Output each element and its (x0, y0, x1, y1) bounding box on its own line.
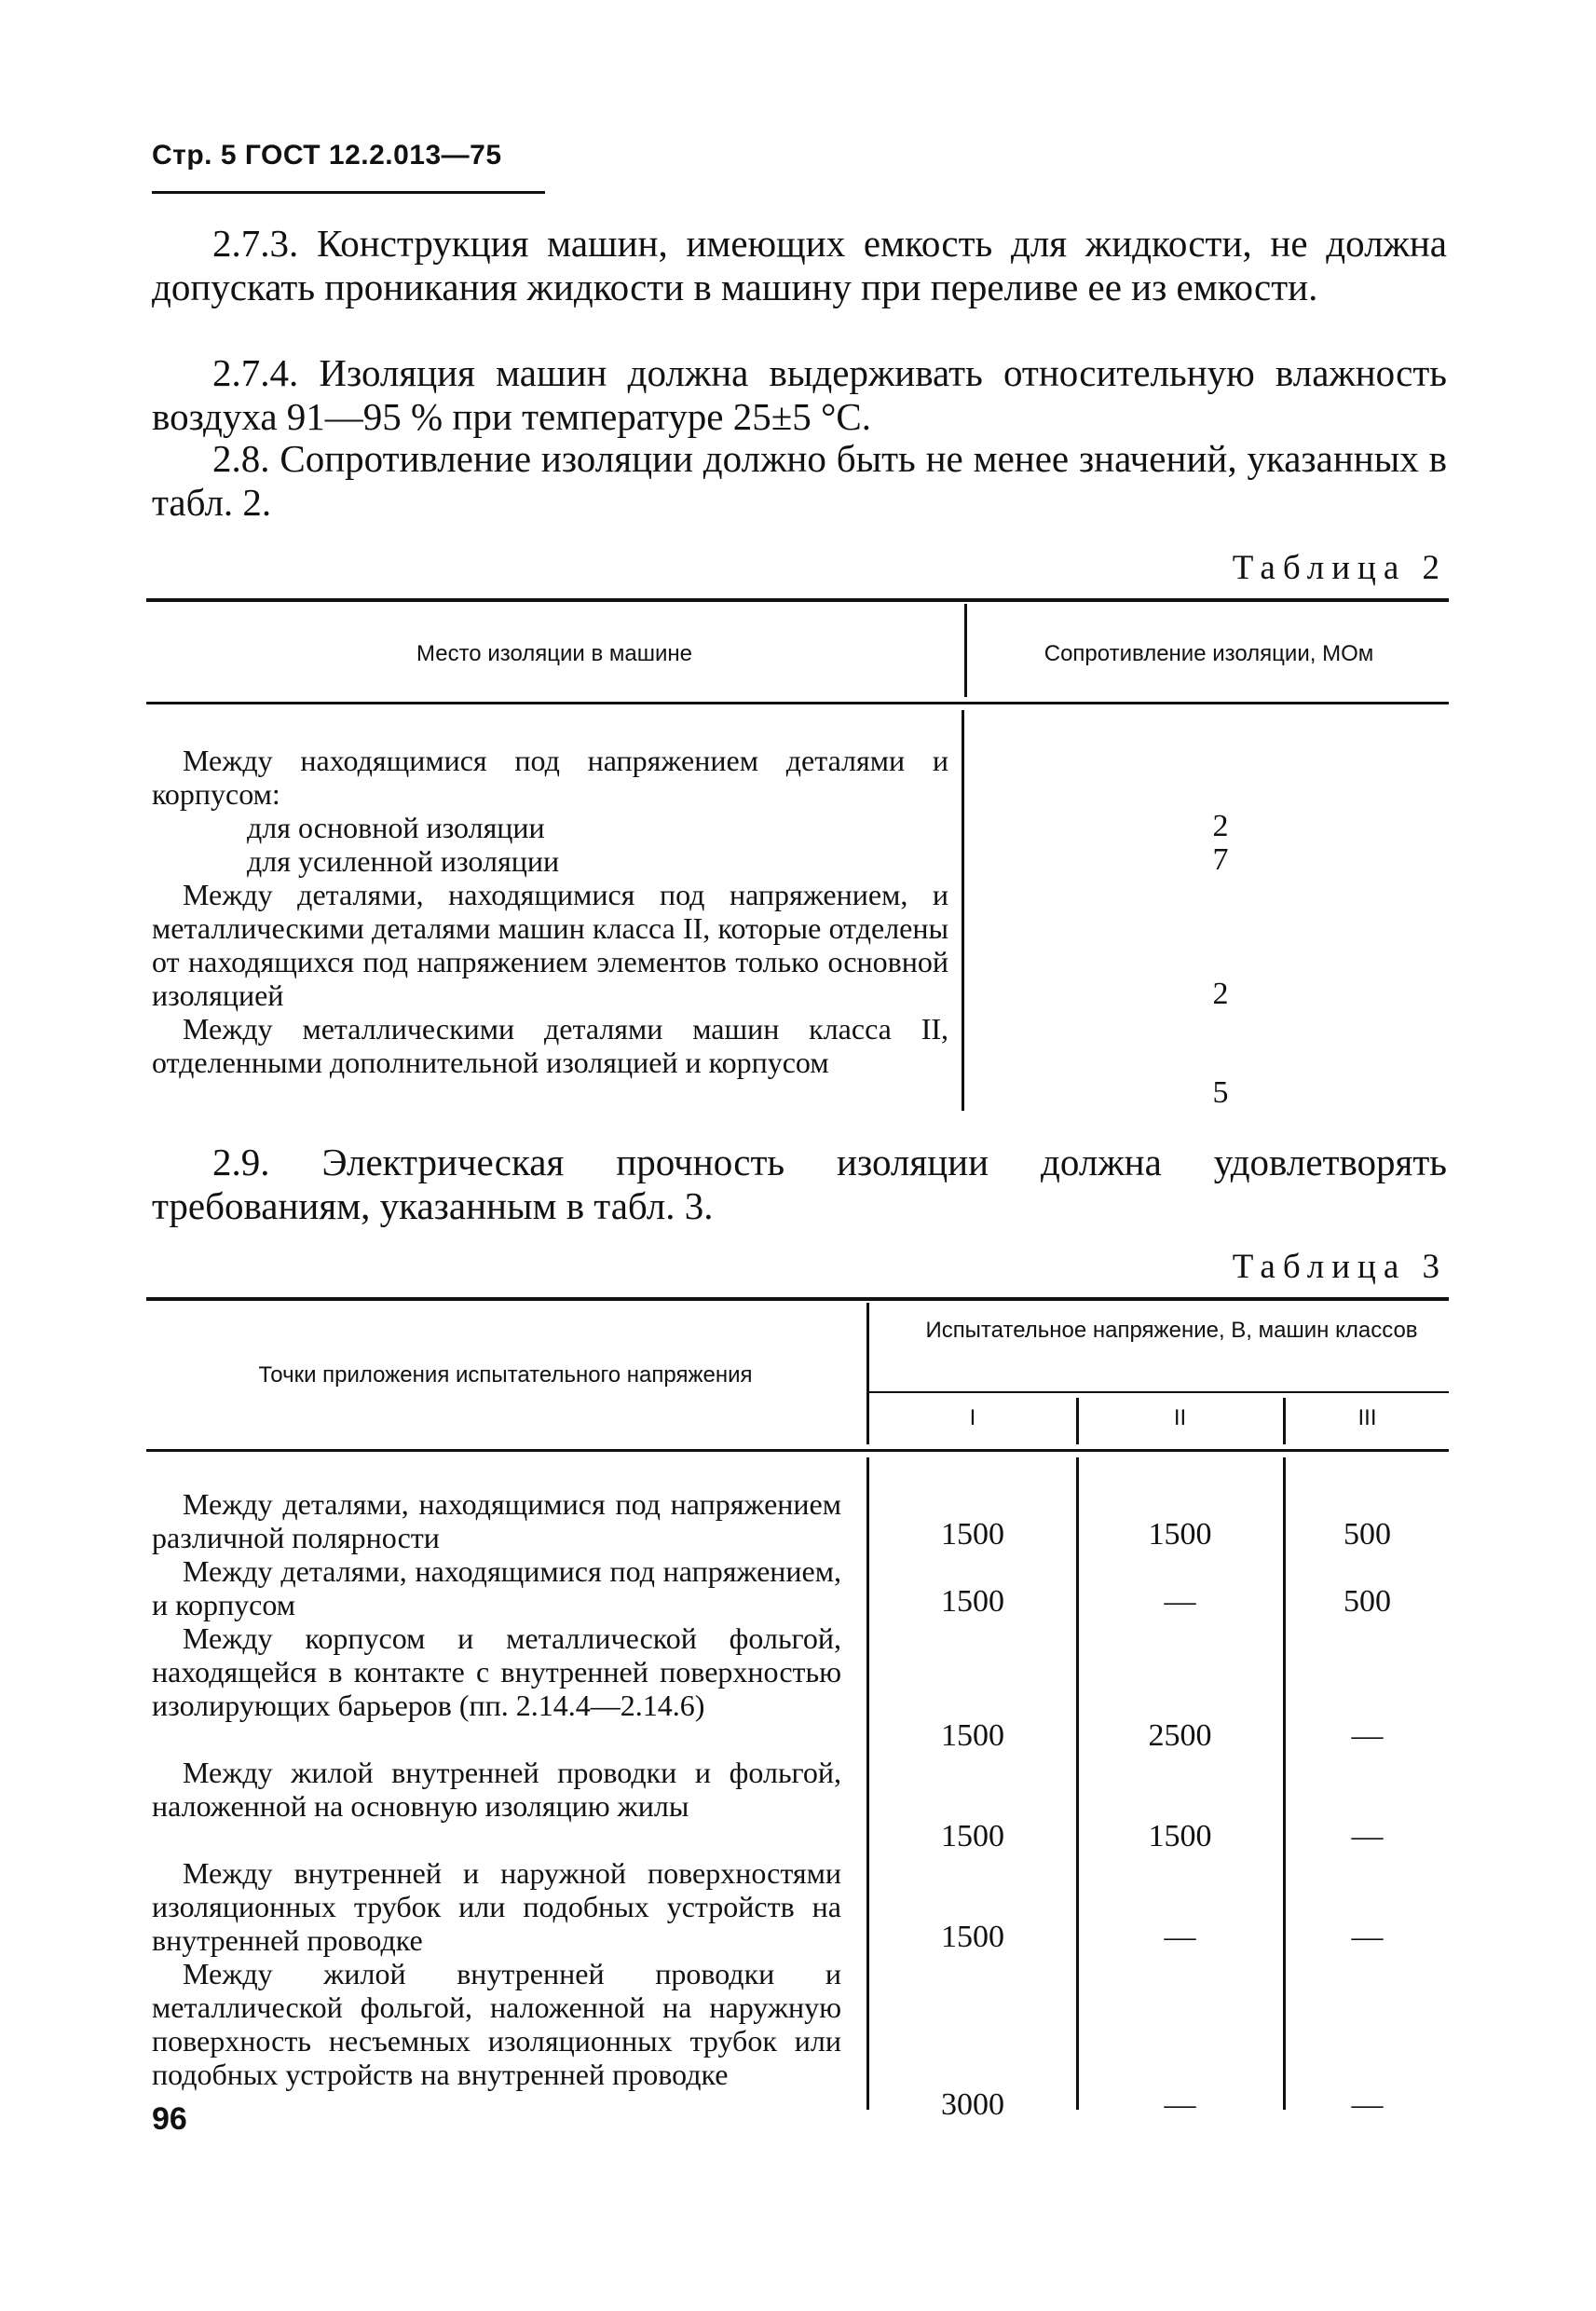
table-3-row-value: 1500 (941, 1718, 1004, 1753)
table-2-header-divider (964, 604, 967, 697)
table-3-row-text: Между деталями, находящимися под напряжением различной полярности (152, 1487, 841, 1554)
table-3-row-text: Между внутренней и наружной поверхностями изоляционных трубок или подобных устройств на внутренней проводке (152, 1856, 841, 1957)
table-3-row-text: Между деталями, находящимися под напряжением, и корпусом (152, 1554, 841, 1621)
table-3-class-header: I (969, 1405, 976, 1430)
table-2-header-rule (146, 702, 1449, 704)
header-rule (152, 191, 545, 194)
table-3-row-value: — (1164, 2087, 1196, 2122)
table-3-row-text: Между жилой внутренней проводки и металлической фольгой, наложенной на наружную поверхность несъемных изоляционных трубок или подобных устройств на внутренней проводке (152, 1957, 841, 2091)
table-3-row-value: 1500 (1148, 1819, 1212, 1853)
table-3-row-value: 1500 (941, 1819, 1004, 1853)
table-3-body-divider (866, 1457, 869, 2110)
table-3-row-value: 3000 (941, 2087, 1004, 2122)
table-3-row-value: — (1164, 1920, 1196, 1954)
table-2-row-value: 2 (1212, 977, 1229, 1011)
table-3-row-value: 1500 (941, 1517, 1004, 1552)
table-3-row-value: 500 (1344, 1584, 1391, 1619)
table-3-row-value: 2500 (1148, 1718, 1212, 1753)
table-2-row-value: 7 (1212, 842, 1229, 877)
table-2-row-text: Между находящимися под напряжением деталями и корпусом: (152, 744, 948, 811)
table-2-header-resistance: Сопротивление изоляции, МОм (1044, 641, 1374, 666)
table-3-header-rule (146, 1449, 1449, 1452)
table-2-row-text: для усиленной изоляции (247, 844, 560, 878)
page-number: 96 (152, 2101, 187, 2137)
paragraph-2-9: 2.9. Электрическая прочность изоляции должна удовлетворять требованиям, указанным в табл. 3. (152, 1141, 1447, 1227)
table-3-row-value: — (1351, 1718, 1384, 1753)
table-2-body-divider (962, 710, 964, 1111)
table-3-row-value: 1500 (941, 1920, 1004, 1954)
table-3-row-value: — (1351, 2087, 1384, 2122)
table-3-header-points: Точки приложения испытательного напряжения (258, 1362, 753, 1388)
table-3-row-value: 1500 (941, 1584, 1004, 1619)
table-3-top-rule (146, 1297, 1449, 1301)
table-3-body-divider (1076, 1457, 1079, 2110)
table-3-header-divider (866, 1303, 869, 1444)
table-3-header-voltage: Испытательное напряжение, В, машин классов (925, 1318, 1418, 1343)
table-2-caption: Таблица 2 (1232, 549, 1447, 587)
table-3-row-text: Между жилой внутренней проводки и фольгой, наложенной на основную изоляцию жилы (152, 1756, 841, 1823)
table-3-row-value: 500 (1344, 1517, 1391, 1552)
table-3-subheader-rule (868, 1391, 1449, 1393)
table-3-body-divider (1283, 1457, 1286, 2110)
table-2-top-rule (146, 598, 1449, 602)
paragraph-2-7-3: 2.7.3. Конструкция машин, имеющих емкость для жидкости, не должна допускать проникания жидкости в машину при переливе ее из емкости. (152, 222, 1447, 308)
paragraph-2-8: 2.8. Сопротивление изоляции должно быть не менее значений, указанных в табл. 2. (152, 437, 1447, 524)
table-3-row-value: — (1164, 1584, 1196, 1619)
table-2-row-value: 5 (1212, 1075, 1229, 1110)
table-2-row-text: для основной изоляции (247, 811, 545, 844)
table-3-row-value: — (1351, 1920, 1384, 1954)
table-3-class-header: III (1357, 1405, 1377, 1430)
page-header: Стр. 5 ГОСТ 12.2.013—75 (152, 140, 502, 171)
table-3-row-text: Между корпусом и металлической фольгой, находящейся в контакте с внутренней поверхностью изолирующих барьеров (пп. 2.14.4—2.14.6) (152, 1621, 841, 1722)
table-2-row-text: Между металлическими деталями машин класса II, отделенными дополнительной изоляцией и корпусом (152, 1012, 948, 1079)
table-2-row-text: Между деталями, находящимися под напряжением, и металлическими деталями машин класса II, которые отделены от находящихся под напряжением элементов только основной изоляцией (152, 878, 948, 1012)
table-2-header-place: Место изоляции в машине (416, 641, 693, 666)
table-3-row-value: 1500 (1148, 1517, 1212, 1552)
table-3-row-value: — (1351, 1819, 1384, 1853)
table-3-caption: Таблица 3 (1232, 1248, 1447, 1286)
table-2-row-value: 2 (1212, 809, 1229, 843)
paragraph-2-7-4: 2.7.4. Изоляция машин должна выдерживать относительную влажность воздуха 91—95 % при температуре 25±5 °С. (152, 351, 1447, 438)
table-3-class-header: II (1173, 1405, 1187, 1430)
